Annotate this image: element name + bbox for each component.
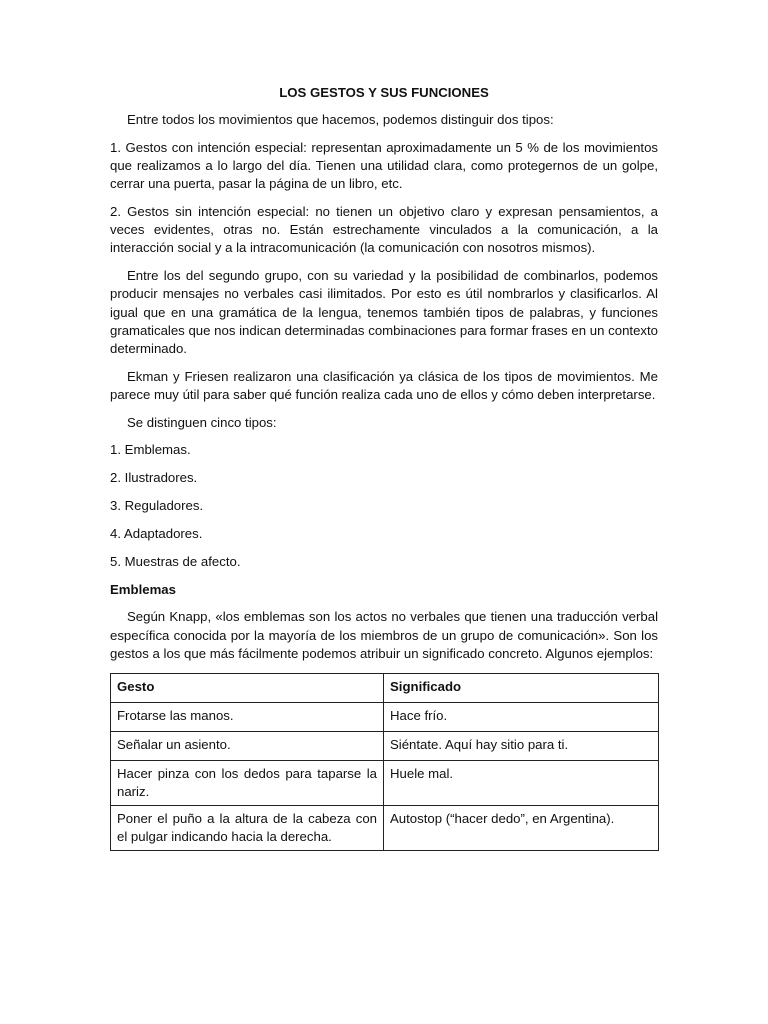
- ekman-paragraph: Ekman y Friesen realizaron una clasificación ya clásica de los tipos de movimientos. Me parece muy útil para saber qué función realiza cada uno de ellos y cómo deben interpretarse.: [110, 368, 658, 402]
- emblems-heading: Emblemas: [110, 582, 176, 598]
- table-cell-significado: Siéntate. Aquí hay sitio para ti.: [384, 731, 659, 760]
- table-cell-significado: Hace frío.: [384, 702, 659, 731]
- table-cell-gesto: Señalar un asiento.: [111, 731, 384, 760]
- document-title: LOS GESTOS Y SUS FUNCIONES: [279, 85, 489, 100]
- type2-paragraph: 2. Gestos sin intención especial: no tienen un objetivo claro y expresan pensamientos, a veces evidentes, otras no. Están estrechamente vinculados a la comunicación, a la interacción social y a la intracomunicación (la comunicación con nosotros mismos).: [110, 204, 658, 256]
- table-cell-gesto: Hacer pinza con los dedos para taparse la nariz.: [111, 760, 384, 805]
- emblems-table: [110, 673, 659, 852]
- five-types-paragraph: Se distinguen cinco tipos:: [127, 414, 277, 430]
- table-cell-significado: Huele mal.: [384, 760, 659, 805]
- table-cell-gesto: Frotarse las manos.: [111, 702, 384, 731]
- emblems-paragraph: Según Knapp, «los emblemas son los actos no verbales que tienen una traducción verbal específica conocida por la mayoría de los miembros de un grupo de comunicación». Son los gestos a los que más fácilmente podemos atribuir un significado concreto. Algunos ejemplos:: [110, 609, 658, 661]
- second-group-paragraph: Entre los del segundo grupo, con su variedad y la posibilidad de combinarlos, podemos producir mensajes no verbales casi ilimitados. Por esto es útil nombrarlos y clasificarlos. Al igual que en una gramática de la lengua, tenemos también tipos de palabras, y funciones gramaticales que nos indican determinadas combinaciones para formar frases en un contexto determinado.: [110, 268, 658, 356]
- table-row: [111, 731, 659, 760]
- table-row: [111, 760, 659, 805]
- intro-paragraph: Entre todos los movimientos que hacemos, podemos distinguir dos tipos:: [127, 112, 554, 128]
- list-item: 3. Reguladores.: [110, 498, 204, 514]
- list-item: 4. Adaptadores.: [110, 526, 203, 542]
- list-item: 2. Ilustradores.: [110, 470, 198, 486]
- table-cell-gesto: Poner el puño a la altura de la cabeza con el pulgar indicando hacia la derecha.: [111, 805, 384, 850]
- table-row: [111, 805, 659, 850]
- table-header-significado: Significado: [384, 673, 659, 702]
- table-header-row: [111, 673, 659, 702]
- table-cell-significado: Autostop (“hacer dedo”, en Argentina).: [384, 805, 659, 850]
- type1-paragraph: 1. Gestos con intención especial: representan aproximadamente un 5 % de los movimientos que realizamos a lo largo del día. Tienen una utilidad clara, como protegernos de un golpe, cerrar una puerta, pasar la página de un libro, etc.: [110, 139, 658, 192]
- table-row: [111, 702, 659, 731]
- types-list: [110, 441, 658, 571]
- list-item: 1. Emblemas.: [110, 442, 191, 458]
- table-header-gesto: Gesto: [111, 673, 384, 702]
- document-page: [110, 84, 658, 851]
- list-item: 5. Muestras de afecto.: [110, 554, 241, 570]
